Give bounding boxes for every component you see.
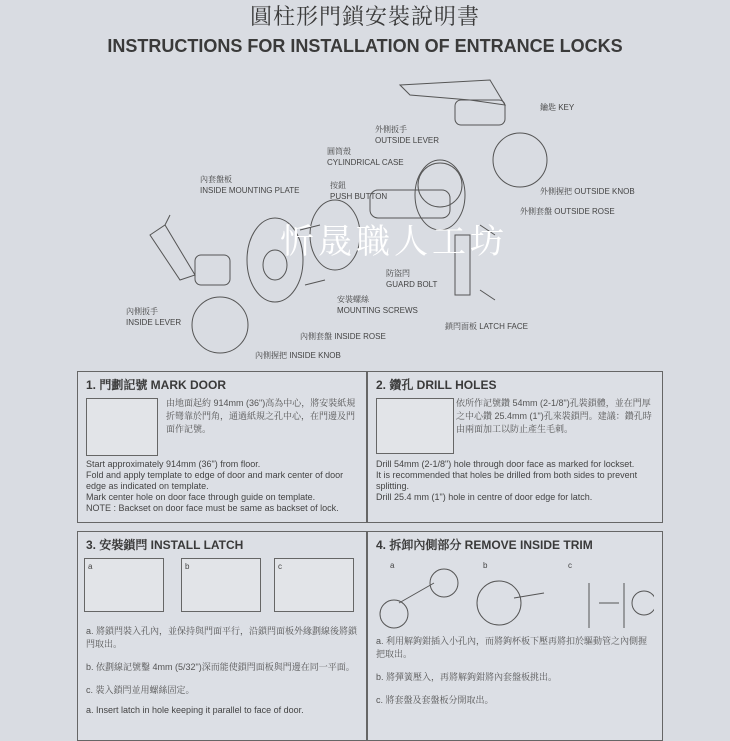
exploded-lock-diagram [0,60,730,365]
label-key: 鑰匙 KEY [540,103,575,112]
fig-label: b [483,561,488,570]
step-text-en: Drill 54mm (2-1/8") hole through door face as marked for lockset. It is recommended that holes be drilled from both sides to prevent splitting. Drill 25.4 mm (1") hole in centre of door edge for latch. [376,459,638,502]
title-chinese: 圓柱形門鎖安裝說明書 [249,4,480,29]
latch-figure-a [84,558,164,612]
step-text-cn: a. 將鎖閂裝入孔內，並保持與門面平行，沿鎖閂面板外緣劃線後將鎖閂取出。 [86,626,358,649]
step-text-cn: 由地面起約 914mm (36")高為中心，將安裝紙規折彎靠於門角，通過紙規之孔中心，在門邊及門面作記號。 [166,398,356,434]
step-remove-inside-trim [367,531,663,741]
step-text-en: a. Insert latch in hole keeping it parallel to face of door. [86,705,304,715]
step-text-cn: b. 依劃線記號鑿 4mm (5/32")深而能使鎖閂面板與門邊在同一平面。 [86,662,355,672]
step-install-latch [77,531,367,741]
inside-knob-drawing [192,297,248,353]
fig-label: b [185,562,190,571]
step-text-cn: 依所作記號鑽 54mm (2-1/8")孔裝鎖體，並在門厚之中心鑽 25.4mm (1")孔來裝鎖閂。建議：鑽孔時由兩面加工以防止產生毛刺。 [456,398,652,434]
step-text-cn: b. 將彈簧壓入，再將解鉤鉗將內套盤板挑出。 [376,672,558,682]
step-title: 4. 拆卸內側部分 REMOVE INSIDE TRIM [376,538,593,552]
latch-figure-c [274,558,354,612]
title-english: INSTRUCTIONS FOR INSTALLATION OF ENTRANCE LOCKS [107,36,623,56]
latch-figure-b [181,558,261,612]
label-guard-bolt: 防盜閂 GUARD BOLT [386,269,438,289]
watermark: 忻晟職人工坊 [280,223,508,261]
label-inside-lever: 內側扳手 INSIDE LEVER [126,307,182,327]
fig-label: c [568,561,572,570]
label-latch-face: 鎖閂面板 LATCH FACE [445,322,528,331]
label-inside-knob: 內側握把 INSIDE KNOB [255,351,341,360]
fig-label: a [390,561,395,570]
step-title: 3. 安裝鎖閂 INSTALL LATCH [86,538,244,552]
label-outside-lever: 外側扳手 OUTSIDE LEVER [375,125,440,145]
label-outside-knob: 外側握把 OUTSIDE KNOB [540,187,635,196]
inside-lever-drawing [150,215,195,280]
step-text-cn: a. 利用解鉤鉗插入小孔內，而將鉤杯板下壓再將扣於驅動管之內側握把取出。 [376,636,648,659]
step-text-cn: c. 裝入鎖閂並用螺絲固定。 [86,685,195,695]
outside-lever-drawing [400,80,505,105]
step-mark-door [77,371,367,523]
step-title: 1. 門劃記號 MARK DOOR [86,378,227,392]
label-push-button: 按鈕 PUSH BUTTON [330,181,388,201]
fig-label: a [88,562,93,571]
mark-door-figure [86,398,158,456]
step-text-cn: c. 將套盤及套盤板分開取出。 [376,695,494,705]
outside-knob-drawing [493,133,547,187]
step-title: 2. 鑽孔 DRILL HOLES [376,378,497,392]
drill-holes-figure [376,398,454,454]
label-outside-rose: 外側套盤 OUTSIDE ROSE [520,207,615,216]
fig-label: c [278,562,282,571]
label-cylindrical-case: 圓筒殼 CYLINDRICAL CASE [327,147,404,167]
step-drill-holes [367,371,663,523]
label-inside-rose: 內側套盤 INSIDE ROSE [300,332,386,341]
label-inside-mounting-plate: 內套盤板 INSIDE MOUNTING PLATE [200,175,300,195]
label-mounting-screws: 安裝螺絲 MOUNTING SCREWS [337,295,418,315]
remove-trim-figures [374,558,654,631]
step-text-en: Start approximately 914mm (36") from floor. Fold and apply template to edge of door and mark center of door edge as indicated on template. Mark center hole on door face through guide on template. NOTE : Backset on door face must be same as backset of lock. [86,459,344,513]
